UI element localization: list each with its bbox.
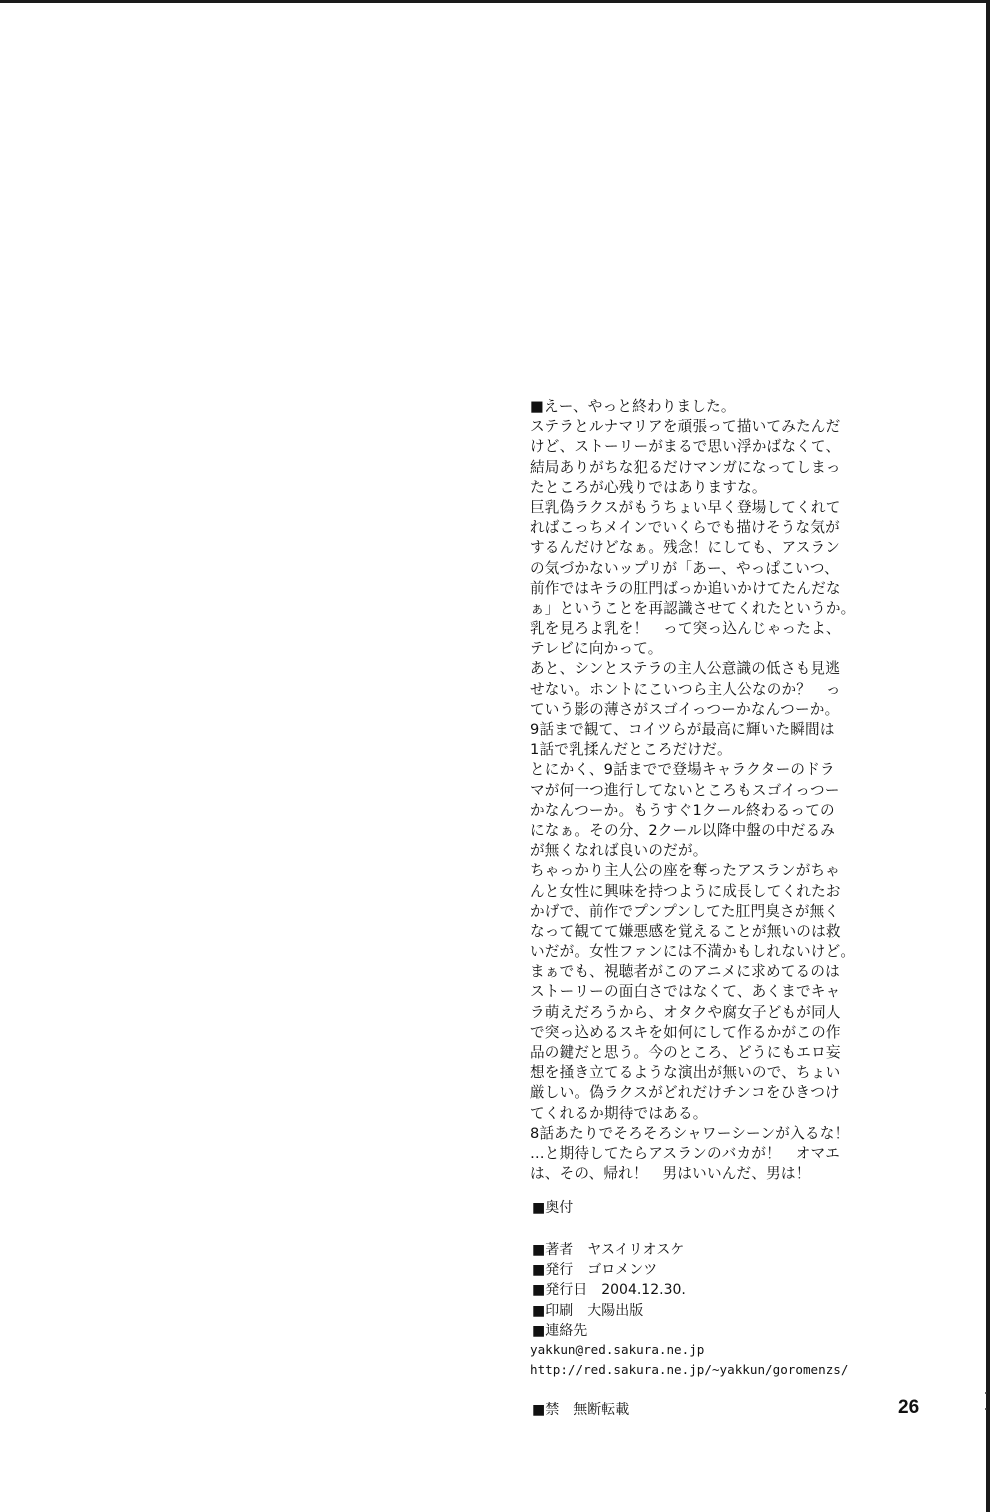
text-line: するんだけどなぁ。残念！にしても、アスラン (530, 539, 841, 557)
text-line: ちゃっかり主人公の座を奪ったアスランがちゃ (530, 862, 841, 880)
text-line: …と期待してたらアスランのバカが！ オマエ (530, 1144, 841, 1162)
text-line: が無くなれば良いのだが。 (530, 842, 708, 860)
text-line: ていう影の薄さがスゴイっつーかなんつーか。 (530, 700, 840, 718)
page-number: 26 (898, 1397, 920, 1418)
text-line: んと女性に興味を持つように成長してくれたお (530, 882, 841, 900)
text-line: かなんつーか。もうすぐ1クール終わるっての (530, 801, 835, 819)
text-line: まぁでも、視聴者がこのアニメに求めてるのは (530, 963, 840, 981)
text-line: なって観てて嫌悪感を覚えることが無いのは救 (530, 922, 841, 940)
text-line: 巨乳偽ラクスがもうちょい早く登場してくれて (530, 498, 841, 516)
colophon-heading: ■奥付 (532, 1200, 574, 1216)
text-line: てくれるか期待ではある。 (530, 1104, 708, 1122)
colophon-item: ■著者 ヤスイリオスケ (532, 1242, 685, 1258)
contact-line: http://red.sakura.ne.jp/~yakkun/goromenzs/ (530, 1362, 849, 1377)
text-line: せない。ホントにこいつら主人公なのか？ っ (530, 680, 841, 698)
text-line: 8話あたりでそろそろシャワーシーンが入るな！ (530, 1124, 850, 1142)
text-line: テレビに向かって。 (530, 640, 663, 658)
scan-speck (985, 1408, 987, 1410)
text-line: になぁ。その分、2クール以降中盤の中だるみ (530, 821, 836, 839)
text-line: ■えー、やっと終わりました。 (530, 398, 736, 415)
text-line: 想を掻き立てるような演出が無いので、ちょい (530, 1064, 841, 1082)
text-line: 品の鍵だと思う。今のところ、どうにもエロ妄 (530, 1044, 841, 1061)
text-line: 1話で乳揉んだところだけだ。 (530, 741, 732, 759)
contact-line: yakkun@red.sakura.ne.jp (530, 1342, 705, 1357)
text-line: 前作ではキラの肛門ばっか追いかけてたんだな (530, 579, 841, 597)
text-line: ステラとルナマリアを頑張って描いてみたんだ (530, 418, 841, 436)
text-line: たところが心残りではありますな。 (530, 478, 767, 496)
text-line: とにかく、9話までで登場キャラクターのドラ (530, 761, 835, 779)
text-line: は、その、帰れ！ 男はいいんだ、男は！ (530, 1165, 811, 1183)
contact-list (530, 1340, 848, 1380)
reprint-notice: ■禁 無断転載 (532, 1402, 630, 1418)
text-line: あと、シンとステラの主人公意識の低さも見逃 (530, 660, 841, 678)
text-line: 結局ありがちな犯るだけマンガになってしまっ (530, 458, 841, 476)
text-line: で突っ込めるスキを如何にして作るかがこの作 (530, 1023, 841, 1041)
text-line: ラ萌えだろうから、オタクや腐女子どもが同人 (530, 1003, 841, 1021)
text-line: 乳を見ろよ乳を！ って突っ込んじゃったよ、 (530, 620, 841, 638)
afterword-text (530, 397, 900, 1184)
text-line: かげで、前作でプンプンしてた肛門臭さが無く (530, 902, 840, 920)
colophon-item: ■印刷 大陽出版 (532, 1302, 644, 1319)
text-line: けど、ストーリーがまるで思い浮かばなくて、 (530, 438, 841, 456)
text-line: いだが。女性ファンには不満かもしれないけど。 (530, 943, 856, 961)
text-line: 9話まで観て、コイツらが最高に輝いた瞬間は (530, 721, 835, 738)
text-line: の気づかないップリが「あー、やっぱこいつ、 (530, 559, 839, 577)
colophon-item: ■発行日 2004.12.30. (532, 1282, 686, 1299)
colophon-item: ■連絡先 (532, 1322, 588, 1339)
colophon-item: ■発行 ゴロメンツ (532, 1262, 658, 1279)
text-line: ぁ」ということを再認識させてくれたというか。 (530, 599, 856, 617)
text-line: 厳しい。偽ラクスがどれだけチンコをひきつけ (530, 1084, 840, 1102)
colophon-list (532, 1240, 912, 1341)
scan-speck (985, 1392, 987, 1394)
text-line: ればこっちメインでいくらでも描けそうな気が (530, 519, 840, 537)
text-line: マが何一つ進行してないところもスゴイっつー (530, 781, 840, 799)
text-line: ストーリーの面白さではなくて、あくまでキャ (530, 983, 841, 1001)
